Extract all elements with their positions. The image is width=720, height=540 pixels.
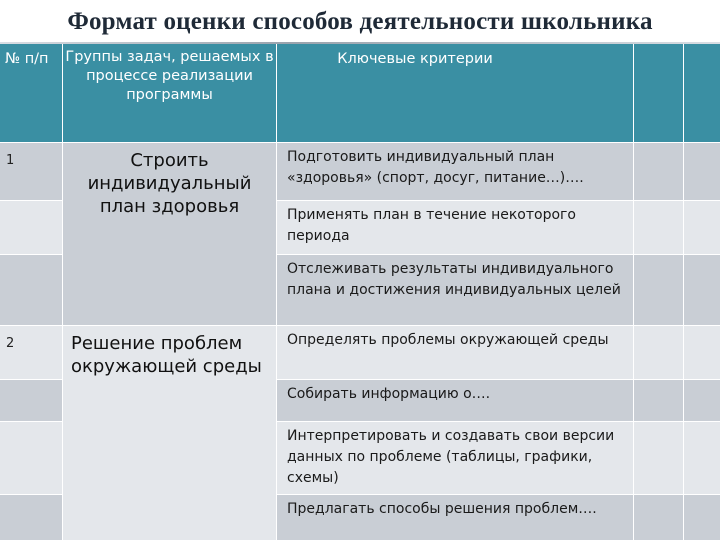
empty-cell (634, 326, 683, 379)
header-criteria: Ключевые критерии (277, 44, 633, 142)
empty-cell (684, 255, 720, 325)
row1-task: Строить индивидуальный план здоровья (63, 143, 276, 325)
number-spacer (0, 255, 62, 325)
criterion-item: Предлагать способы решения проблем…. (277, 495, 633, 540)
empty-cell (634, 495, 683, 540)
number-spacer (0, 422, 62, 494)
row1-number: 1 (0, 143, 62, 200)
empty-cell (684, 201, 720, 254)
header-extra-2 (684, 44, 720, 142)
header-extra-1 (634, 44, 683, 142)
empty-cell (634, 201, 683, 254)
criterion-item: Применять план в течение некоторого периода (277, 201, 633, 254)
page-title: Формат оценки способов деятельности школьника (67, 8, 653, 35)
criterion-item: Определять проблемы окружающей среды (277, 326, 633, 379)
number-spacer (0, 495, 62, 540)
criterion-item: Подготовить индивидуальный план «здоровья» (спорт, досуг, питание…)…. (277, 143, 633, 200)
empty-cell (634, 255, 683, 325)
header-tasks: Группы задач, решаемых в процессе реализации программы (63, 44, 276, 142)
number-spacer (0, 380, 62, 421)
empty-cell (684, 143, 720, 200)
row2-task: Решение проблем окружающей среды (63, 326, 276, 540)
assessment-table (0, 44, 720, 540)
header-number: № п/п (0, 44, 62, 142)
empty-cell (684, 495, 720, 540)
empty-cell (634, 380, 683, 421)
criterion-item: Собирать информацию о…. (277, 380, 633, 421)
criterion-item: Отслеживать результаты индивидуального плана и достижения индивидуальных целей (277, 255, 633, 325)
empty-cell (684, 422, 720, 494)
empty-cell (634, 422, 683, 494)
row2-number: 2 (0, 326, 62, 379)
empty-cell (634, 143, 683, 200)
empty-cell (684, 380, 720, 421)
number-spacer (0, 201, 62, 254)
empty-cell (684, 326, 720, 379)
criterion-item: Интерпретировать и создавать свои версии данных по проблеме (таблицы, графики, схемы) (277, 422, 633, 494)
